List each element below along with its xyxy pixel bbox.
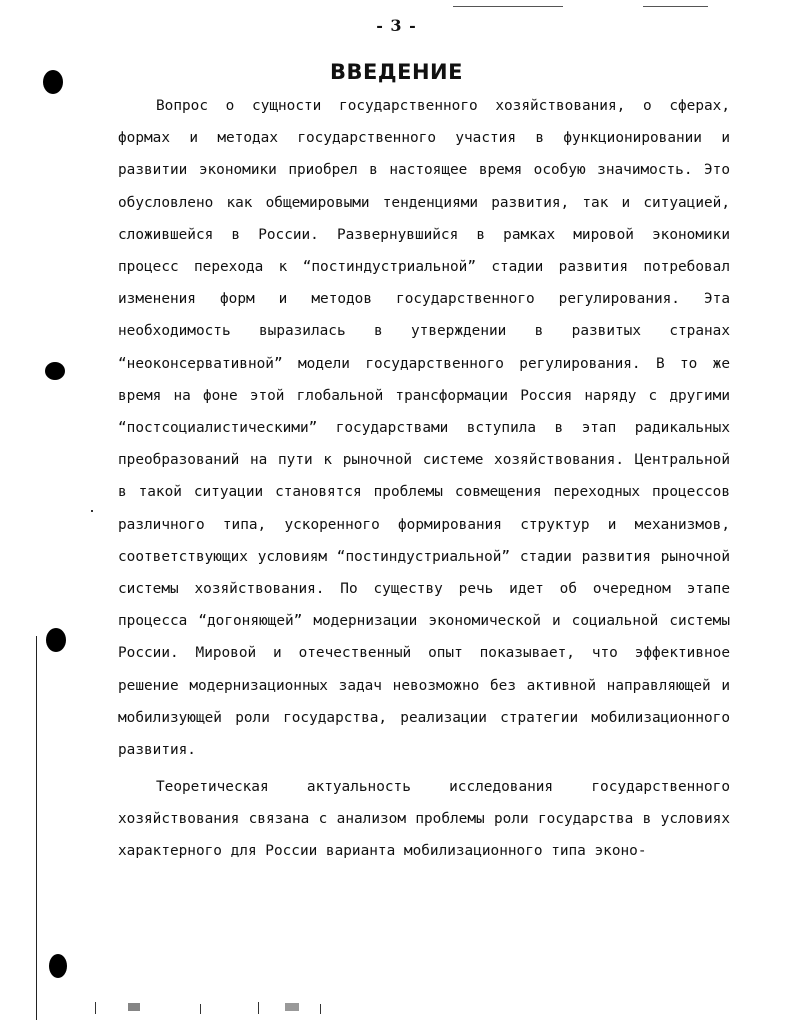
scan-noise: [200, 1004, 201, 1014]
top-scan-line: [643, 6, 708, 7]
page-number: - 3 -: [376, 16, 417, 35]
punch-hole-mark: [45, 362, 65, 380]
margin-edge-line: [36, 636, 37, 1020]
scan-noise: [128, 1003, 140, 1011]
section-title: ВВЕДЕНИЕ: [330, 60, 463, 84]
top-scan-line: [453, 6, 563, 7]
punch-hole-mark: [46, 628, 66, 652]
paragraph-intro: Вопрос о сущности государственного хозяйствования, о сферах, формах и методах государственного участия в функционировании и развитии экономики приобрел в настоящее время особую значимость. Это обусловлено как общемировыми тенденциями развития, так и ситуацией, сложившейся в России. Развернувшийся в рамках мировой экономики процесс перехода к “постиндустриальной” стадии развития потребовал изменения форм и методов государственного регулирования. Эта необходимость выразилась в утверждении в развитых странах “неоконсервативной” модели государственного регулирования. В то же время на фоне этой глобальной трансформации Россия наряду с другими “постсоциалистическими” государствами вступила в этап радикальных преобразований на пути к рыночной системе хозяйствования. Центральной в такой ситуации становятся проблемы совмещения переходных процессов различного типа, ускоренного формирования структур и механизмов, соответствующих условиям “постиндустриальной” стадии развития рыночной системы хозяйствования. По существу речь идет об очередном этапе процесса “догоняющей” модернизации экономической и социальной системы России. Мировой и отечественный опыт показывает, что эффективное решение модернизационных задач невозможно без активной направляющей и мобилизующей роли государства, реализации стратегии мобилизационного развития.: [118, 98, 730, 759]
scan-noise: [91, 510, 93, 512]
paragraph-relevance: Теоретическая актуальность исследования государственного хозяйствования связана с анализом проблемы роли государства в условиях характерного для России варианта мобилизационного типа эконо-: [118, 779, 730, 860]
punch-hole-mark: [49, 954, 67, 978]
scan-noise: [258, 1002, 259, 1014]
scan-noise: [285, 1003, 299, 1011]
scan-noise: [95, 1002, 96, 1014]
punch-hole-mark: [43, 70, 63, 94]
scan-noise: [320, 1004, 321, 1014]
